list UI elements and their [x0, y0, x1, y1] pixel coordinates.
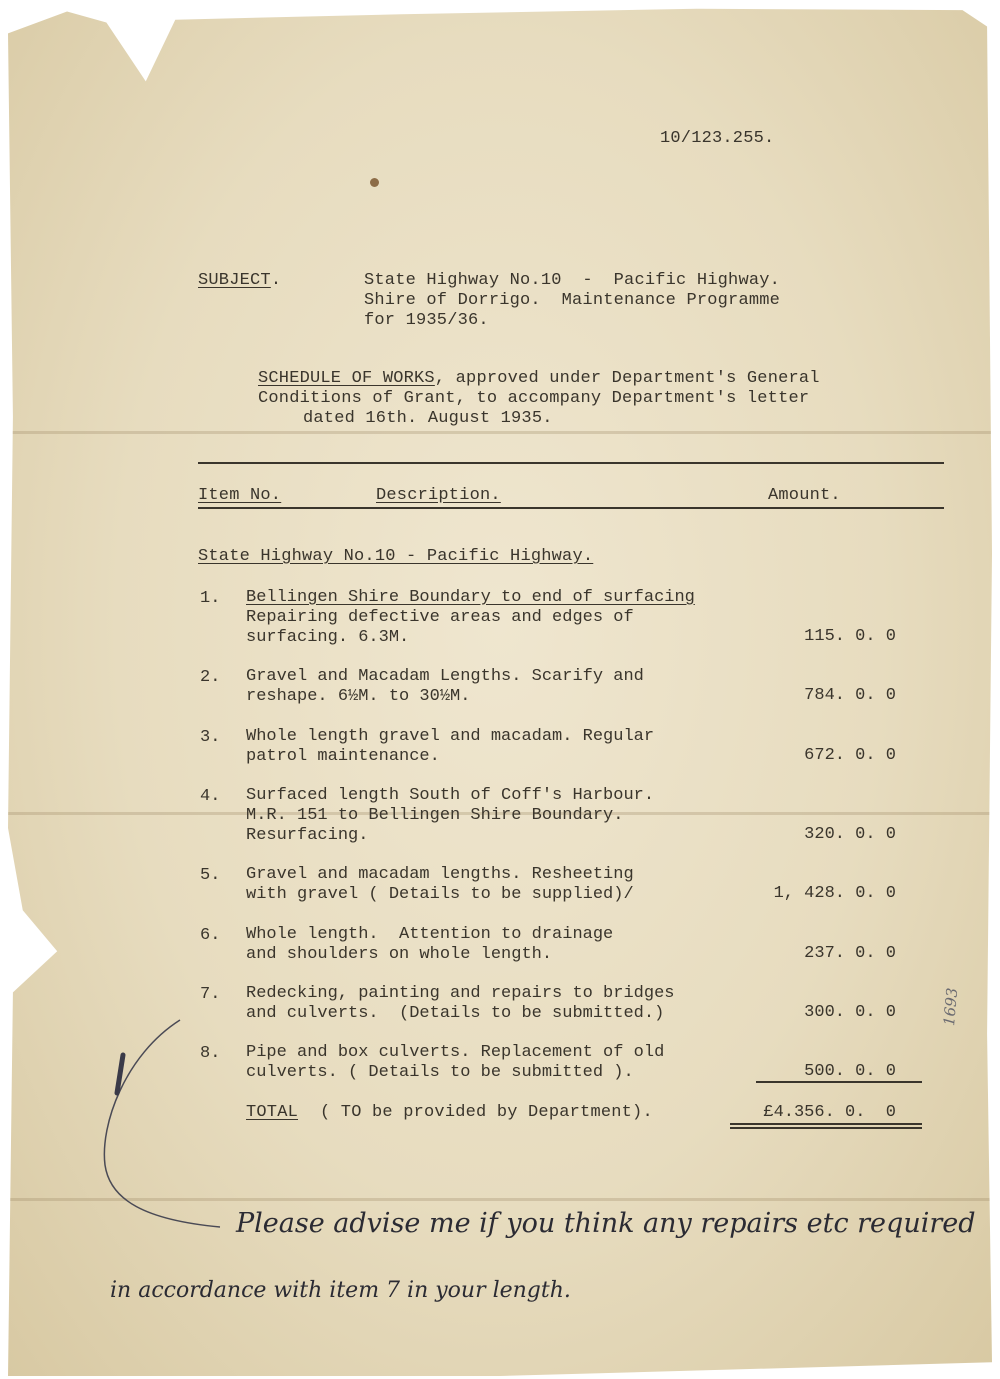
item-number: 7. [200, 985, 221, 1004]
item-amount: 300. 0. 0 [804, 1003, 896, 1022]
total-amount: £4.356. 0. 0 [763, 1103, 896, 1122]
subject-line-3: for 1935/36. [364, 311, 489, 330]
ink-stain [370, 178, 379, 187]
item-amount: 672. 0. 0 [804, 746, 896, 765]
margin-pencil-note: 1693 [940, 986, 962, 1027]
item-description-line: Pipe and box culverts. Replacement of old [246, 1043, 665, 1062]
item-description-line: and culverts. (Details to be submitted.) [246, 1004, 665, 1023]
total-double-rule [730, 1127, 922, 1129]
total-double-rule [730, 1123, 922, 1125]
item-description-line: and shoulders on whole length. [246, 945, 553, 964]
fold-crease [8, 431, 992, 434]
item-number: 4. [200, 787, 221, 806]
item-description-line: Gravel and macadam lengths. Resheeting [246, 865, 634, 884]
total-text: ( TO be provided by Department). [320, 1103, 653, 1122]
item-number: 8. [200, 1044, 221, 1063]
header-rule [198, 507, 944, 509]
item-amount: 115. 0. 0 [804, 627, 896, 646]
item-amount: 1, 428. 0. 0 [773, 884, 896, 903]
item-description-line: with gravel ( Details to be supplied)/ [246, 885, 634, 904]
item-number: 1. [200, 589, 221, 608]
handwritten-note-line-1: Please advise me if you think any repairs etc required [236, 1208, 976, 1239]
subject-line-1: State Highway No.10 - Pacific Highway. [364, 271, 781, 290]
item-number: 5. [200, 866, 221, 885]
item-description-line: M.R. 151 to Bellingen Shire Boundary. [246, 806, 624, 825]
header-item-no: Item No. [198, 486, 282, 505]
table-top-rule [198, 462, 944, 464]
pencil-bracket-mark [95, 1015, 235, 1235]
schedule-line-1: SCHEDULE OF WORKS, approved under Department's General [258, 369, 820, 388]
item-description-line: Gravel and Macadam Lengths. Scarify and [246, 667, 644, 686]
item-description-line: culverts. ( Details to be submitted ). [246, 1063, 634, 1082]
reference-number: 10/123.255. [660, 129, 775, 148]
item-number: 2. [200, 668, 221, 687]
handwritten-note-line-2: in accordance with item 7 in your length. [110, 1278, 571, 1303]
item-description-line: Bellingen Shire Boundary to end of surfacing [246, 588, 695, 607]
item-amount: 237. 0. 0 [804, 944, 896, 963]
schedule-line-2: Conditions of Grant, to accompany Department's letter [258, 389, 810, 408]
item-number: 6. [200, 926, 221, 945]
item-description-line: surfacing. 6.3M. [246, 628, 410, 647]
section-title: State Highway No.10 - Pacific Highway. [198, 547, 594, 566]
item-description-line: Surfaced length South of Coff's Harbour. [246, 786, 655, 805]
total-label: TOTAL [246, 1103, 299, 1122]
subject-line-2: Shire of Dorrigo. Maintenance Programme [364, 291, 781, 310]
item-amount: 320. 0. 0 [804, 825, 896, 844]
header-amount: Amount. [768, 486, 841, 505]
item-amount: 500. 0. 0 [804, 1062, 896, 1081]
header-description: Description. [376, 486, 501, 505]
item-description-line: reshape. 6½M. to 30½M. [246, 687, 471, 706]
item-description-line: Resurfacing. [246, 826, 369, 845]
item-description-line: Redecking, painting and repairs to bridges [246, 984, 675, 1003]
subtotal-rule [756, 1081, 922, 1083]
schedule-line-3: dated 16th. August 1935. [303, 409, 553, 428]
item-description-line: Whole length gravel and macadam. Regular [246, 727, 655, 746]
item-description-line: Repairing defective areas and edges of [246, 608, 634, 627]
item-number: 3. [200, 728, 221, 747]
item-amount: 784. 0. 0 [804, 686, 896, 705]
item-description-line: patrol maintenance. [246, 747, 440, 766]
subject-label: SUBJECT. [198, 271, 282, 290]
item-description-line: Whole length. Attention to drainage [246, 925, 614, 944]
